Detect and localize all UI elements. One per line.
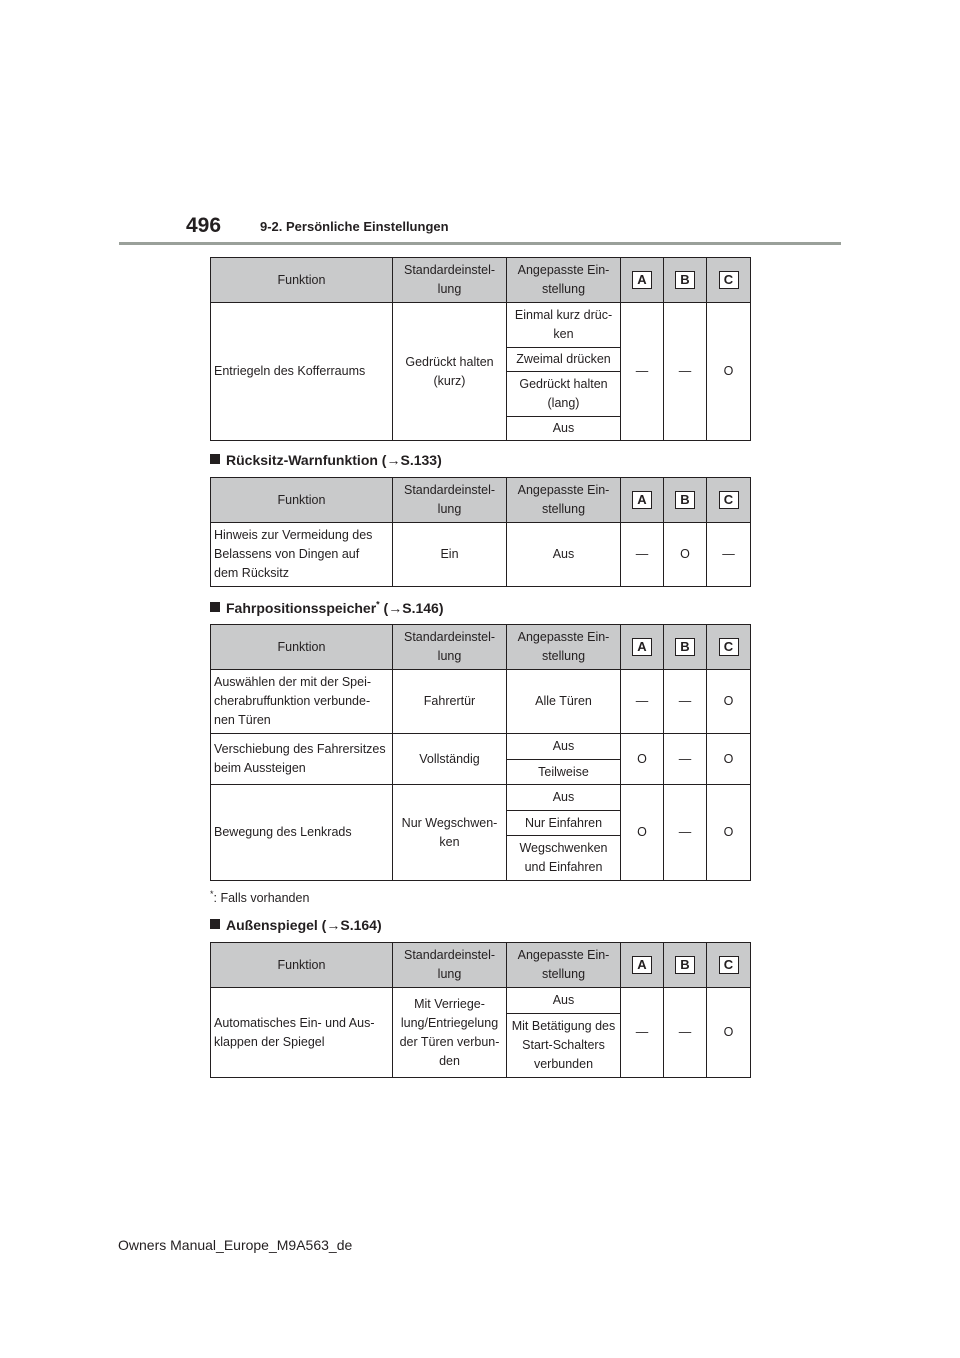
column-header-default: Standardeinstel- lung xyxy=(393,258,507,303)
cell-c: O xyxy=(707,670,751,734)
square-bullet-icon xyxy=(210,454,220,464)
table-row xyxy=(211,785,751,811)
column-header-b: B xyxy=(664,625,707,670)
column-header-a: A xyxy=(621,478,664,523)
cell-option: Teilweise xyxy=(507,760,621,785)
cell-default: Fahrertür xyxy=(393,670,507,734)
cell-option: Gedrückt halten (lang) xyxy=(507,372,621,417)
cell-function: Hinweis zur Vermeidung des Belassens von Dingen auf dem Rücksitz xyxy=(211,523,393,587)
cell-option: Nur Einfahren xyxy=(507,811,621,836)
cell-option: Mit Betätigung des Start-Schalters verbunden xyxy=(507,1014,621,1078)
column-header-function: Funktion xyxy=(211,943,393,988)
footer-document-id: Owners Manual_Europe_M9A563_de xyxy=(118,1237,353,1253)
column-header-b: B xyxy=(664,258,707,303)
cell-b: — xyxy=(664,670,707,734)
cell-c: O xyxy=(707,734,751,785)
cell-default: Vollständig xyxy=(393,734,507,785)
cell-option: Zweimal drücken xyxy=(507,348,621,372)
column-header-b: B xyxy=(664,478,707,523)
square-bullet-icon xyxy=(210,602,220,612)
column-header-c: C xyxy=(707,258,751,303)
cell-b: — xyxy=(664,785,707,881)
cell-a: — xyxy=(621,988,664,1078)
table-header-row xyxy=(211,258,751,303)
column-header-custom: Angepasste Ein- stellung xyxy=(507,625,621,670)
column-header-custom: Angepasste Ein- stellung xyxy=(507,258,621,303)
cell-function: Automatisches Ein- und Aus- klappen der Spiegel xyxy=(211,988,393,1078)
table-row xyxy=(211,303,751,348)
table-row xyxy=(211,523,751,587)
cell-b: — xyxy=(664,303,707,441)
column-header-default: Standardeinstel- lung xyxy=(393,625,507,670)
page-number: 496 xyxy=(186,214,222,237)
cell-c: — xyxy=(707,523,751,587)
cell-c: O xyxy=(707,785,751,881)
column-header-a: A xyxy=(621,258,664,303)
cell-a: — xyxy=(621,303,664,441)
cell-b: O xyxy=(664,523,707,587)
cell-a: O xyxy=(621,734,664,785)
cell-default: Ein xyxy=(393,523,507,587)
table-exterior-mirrors xyxy=(210,942,751,1078)
cell-function: Verschiebung des Fahrersitzes beim Aussteigen xyxy=(211,734,393,785)
cell-function: Bewegung des Lenkrads xyxy=(211,785,393,881)
section-heading-driving-position-memory: Fahrpositionsspeicher* (→S.146) xyxy=(210,599,443,616)
cell-c: O xyxy=(707,303,751,441)
table-header-row xyxy=(211,943,751,988)
section-heading-exterior-mirrors: Außenspiegel (→S.164) xyxy=(210,917,382,933)
column-header-b: B xyxy=(664,943,707,988)
cell-a: — xyxy=(621,670,664,734)
column-header-function: Funktion xyxy=(211,478,393,523)
cell-option: Aus xyxy=(507,734,621,760)
column-header-function: Funktion xyxy=(211,625,393,670)
cell-b: — xyxy=(664,734,707,785)
table-header-row xyxy=(211,478,751,523)
cell-option: Einmal kurz drüc- ken xyxy=(507,303,621,348)
column-header-custom: Angepasste Ein- stellung xyxy=(507,478,621,523)
cell-function: Auswählen der mit der Spei- cherabruffunktion verbunde- nen Türen xyxy=(211,670,393,734)
cell-option: Aus xyxy=(507,785,621,811)
table-row xyxy=(211,670,751,734)
chapter-title: 9-2. Persönliche Einstellungen xyxy=(260,219,449,234)
footnote: *: Falls vorhanden xyxy=(210,889,310,906)
cell-a: — xyxy=(621,523,664,587)
column-header-default: Standardeinstel- lung xyxy=(393,478,507,523)
cell-default: Nur Wegschwen- ken xyxy=(393,785,507,881)
cell-a: O xyxy=(621,785,664,881)
table-header-row xyxy=(211,625,751,670)
header-divider xyxy=(119,242,841,245)
cell-default: Gedrückt halten (kurz) xyxy=(393,303,507,441)
column-header-function: Funktion xyxy=(211,258,393,303)
column-header-c: C xyxy=(707,478,751,523)
column-header-c: C xyxy=(707,943,751,988)
cell-function: Entriegeln des Kofferraums xyxy=(211,303,393,441)
cell-option: Aus xyxy=(507,988,621,1014)
cell-custom: Aus xyxy=(507,523,621,587)
column-header-custom: Angepasste Ein- stellung xyxy=(507,943,621,988)
column-header-a: A xyxy=(621,943,664,988)
table-rear-seat-reminder xyxy=(210,477,751,587)
table-row xyxy=(211,734,751,760)
column-header-default: Standardeinstel- lung xyxy=(393,943,507,988)
cell-default: Mit Verriege- lung/Entriegelung der Türen verbun- den xyxy=(393,988,507,1078)
cell-c: O xyxy=(707,988,751,1078)
square-bullet-icon xyxy=(210,919,220,929)
table-driving-position-memory xyxy=(210,624,751,881)
column-header-a: A xyxy=(621,625,664,670)
cell-option: Wegschwenken und Einfahren xyxy=(507,836,621,881)
cell-b: — xyxy=(664,988,707,1078)
table-row xyxy=(211,988,751,1014)
cell-custom: Alle Türen xyxy=(507,670,621,734)
cell-option: Aus xyxy=(507,417,621,441)
column-header-c: C xyxy=(707,625,751,670)
table-trunk-unlock xyxy=(210,257,751,441)
section-heading-rear-seat-reminder: Rücksitz-Warnfunktion (→S.133) xyxy=(210,452,442,468)
